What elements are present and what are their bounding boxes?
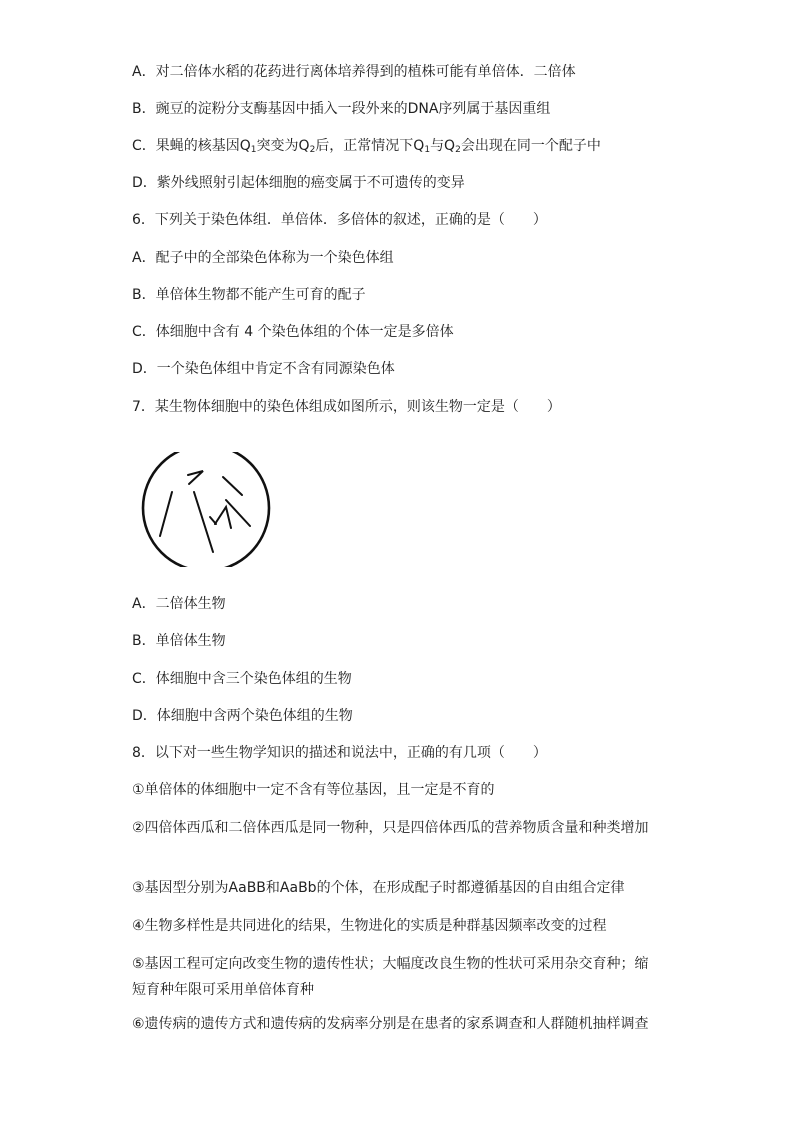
chromosome-fragment: [210, 517, 216, 524]
chromosome-short-upper-right: [223, 477, 242, 495]
q5-c-text-5: 会出现在同一个配子中: [460, 138, 601, 154]
q5-option-a: A．对二倍体水稻的花药进行离体培养得到的植株可能有单倍体．二倍体: [132, 64, 576, 80]
q8-statement-4: ④生物多样性是共同进化的结果，生物进化的实质是种群基因频率改变的过程: [132, 918, 607, 934]
q5-c-text-3: 后，正常情况下Q: [315, 138, 425, 154]
q5-c-text-4: 与Q: [430, 138, 456, 154]
q5-option-c: [132, 136, 601, 160]
chromosome-pair-top: [188, 471, 203, 484]
q5-c-text-1: C．果蝇的核基因Q: [132, 138, 251, 154]
q8-statement-1: ①单倍体的体细胞中一定不含有等位基因，且一定是不育的: [132, 782, 495, 798]
chromosome-cell-diagram: [130, 452, 280, 567]
q8-stem: 8．以下对一些生物学知识的描述和说法中，正确的有几项（ ）: [132, 745, 547, 761]
q5-c-text-2: 突变为Q: [256, 138, 310, 154]
q8-statement-6: ⑥遗传病的遗传方式和遗传病的发病率分别是在患者的家系调查和人群随机抽样调查: [132, 1016, 649, 1032]
q7-option-d: D．体细胞中含两个染色体组的生物: [132, 708, 353, 724]
cell-outline: [143, 452, 269, 567]
chromosome-long-left: [160, 492, 172, 536]
q8-statement-2: ②四倍体西瓜和二倍体西瓜是同一物种，只是四倍体西瓜的营养物质含量和种类增加: [132, 820, 649, 836]
q5-c-sub-1: 1: [250, 145, 257, 155]
q5-c-sub-4: 2: [455, 145, 461, 155]
q7-option-c: C．体细胞中含三个染色体组的生物: [132, 671, 352, 687]
q7-option-a: A．二倍体生物: [132, 596, 226, 612]
q7-stem: 7．某生物体细胞中的染色体组成如图所示，则该生物一定是（ ）: [132, 399, 561, 415]
q5-c-sub-3: 1: [424, 145, 431, 155]
chromosome-long-middle: [194, 492, 213, 552]
q6-option-a: A．配子中的全部染色体称为一个染色体组: [132, 250, 394, 266]
q6-option-d: D．一个染色体组中肯定不含有同源染色体: [132, 361, 395, 377]
q8-statement-5: ⑤基因工程可定向改变生物的遗传性状；大幅度改良生物的性状可采用杂交育种；缩短育种年限可采用单倍体育种: [132, 956, 649, 998]
q6-option-b: B．单倍体生物都不能产生可育的配子: [132, 287, 366, 303]
q5-option-b: B．豌豆的淀粉分支酶基因中插入一段外来的DNA序列属于基因重组: [132, 101, 551, 117]
q8-statement-3: ③基因型分别为AaBB和AaBb的个体，在形成配子时都遵循基因的自由组合定律: [132, 880, 625, 896]
q7-option-b: B．单倍体生物: [132, 633, 226, 649]
q6-option-c: C．体细胞中含有 4 个染色体组的个体一定是多倍体: [132, 324, 454, 340]
q6-stem: 6．下列关于染色体组．单倍体．多倍体的叙述，正确的是（ ）: [132, 212, 547, 228]
q5-c-sub-2: 2: [309, 145, 316, 155]
chromosome-pair-middle: [215, 507, 231, 528]
q5-option-d: D．紫外线照射引起体细胞的癌变属于不可遗传的变异: [132, 175, 465, 191]
